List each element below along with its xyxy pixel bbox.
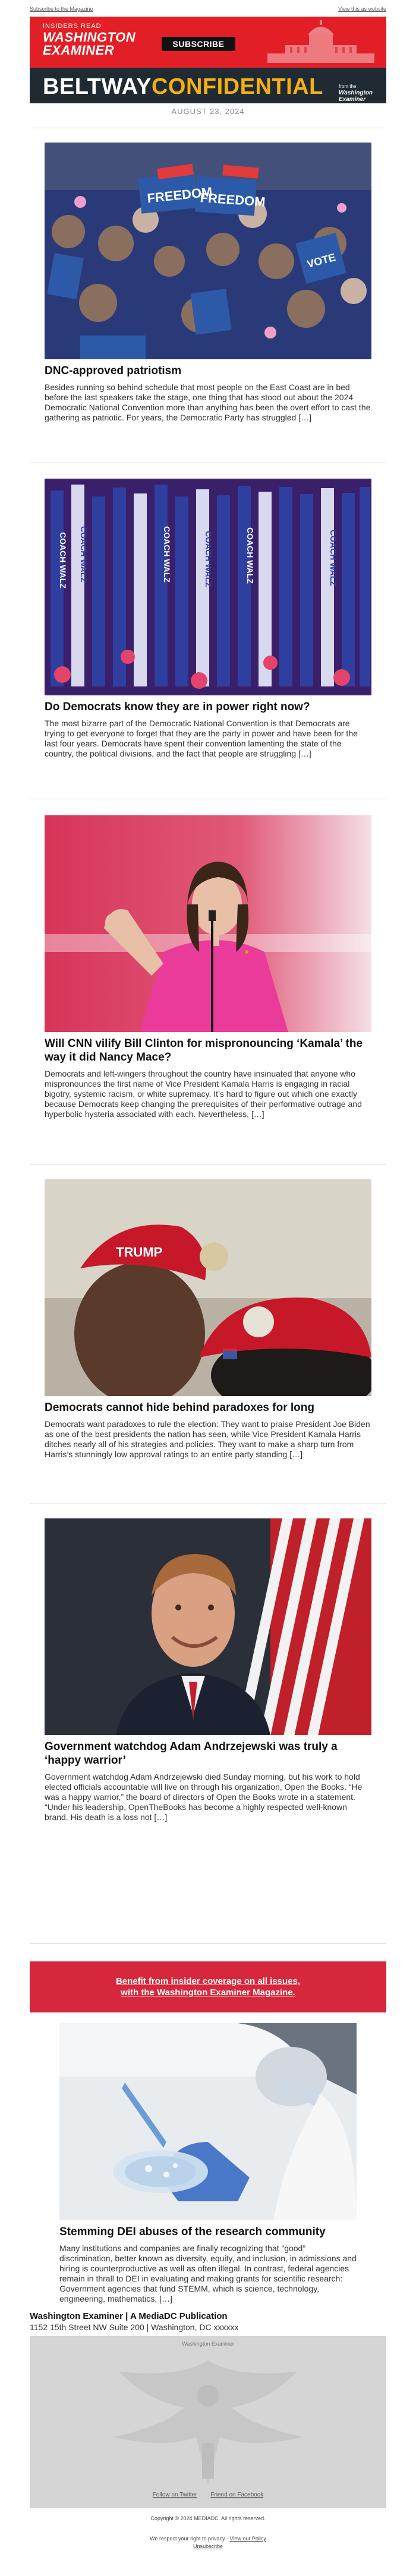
article-1-title[interactable]: DNC-approved patriotism xyxy=(45,365,182,377)
sign-coach-walz-6: COACH WALZ xyxy=(329,530,338,586)
capitol-building-icon xyxy=(261,19,380,67)
unsubscribe-link[interactable]: Unsubscribe xyxy=(193,2543,223,2549)
sign-vote: VOTE xyxy=(305,251,337,270)
article-4-excerpt: Democrats want paradoxes to rule the election: They want to praise President Joe Biden as one of the best presidents the nation has seen, while Vice President Kamala Harris ditches nearly all of his strategies and policies. They want to make a sharp turn from Harris’s stunningly low approval ratings to an entire party standing […] xyxy=(45,1419,370,1459)
article-3-excerpt: Democrats and left-wingers throughout the country have insinuated that anyone who mispronounces the first name of Vice President Kamala Harris is engaging in racial bigotry, systemic racism, or white supremacy. It’s hard to figure out which one exactly because Democrats keep changing the prerequisites of their performative outrage and hyperbolic hysteria associated with each. Nevertheless, […] xyxy=(45,1069,362,1119)
sign-coach-walz-1: COACH WALZ xyxy=(58,532,68,588)
article-6-excerpt: Many institutions and companies are finally recognizing that “good” discrimination, better known as diversity, equity, and inclusion, in admissions and hiring is counterproductive as well as often illegal. In contrast, federal agencies remain in thrall to DEI in evaluating and making grants for scientific research: Government agencies that fund STEMM, which is science, technology, engineering, mathematics, […] xyxy=(59,2243,357,2303)
sign-coach-walz-2: COACH WALZ xyxy=(79,526,89,583)
sign-freedom-2: FREEDOM xyxy=(199,190,266,210)
article-1[interactable] xyxy=(45,143,371,423)
article-3-image[interactable] xyxy=(45,815,371,1032)
hat-trump-text: TRUMP xyxy=(116,1245,163,1259)
title-part-beltway: BELTWAY xyxy=(43,74,152,99)
social-links xyxy=(30,2492,386,2498)
small-logo xyxy=(339,83,380,103)
lab-research-icon xyxy=(59,2023,357,2220)
magazine-cta-link[interactable] xyxy=(30,1976,386,1998)
article-1-excerpt: Besides running so behind schedule that most people on the East Coast are in bed before the last speakers take the stage, one thing that has stood out about the 2024 Democratic National Convention more than anything has been the overt effort to cast the gathering as patriotic. For years, the Democratic Party has struggled […] xyxy=(45,382,371,422)
privacy-text: We respect your right to privacy - xyxy=(150,2536,228,2542)
sign-coach-walz-3: COACH WALZ xyxy=(162,526,172,583)
article-4-title[interactable]: Democrats cannot hide behind paradoxes for long xyxy=(45,1401,314,1414)
portrait-man-flag-icon xyxy=(45,1518,371,1735)
article-6-title[interactable]: Stemming DEI abuses of the research community xyxy=(59,2226,326,2238)
privacy-notice xyxy=(0,2536,416,2542)
cta-line-1: Benefit from insider coverage on all issues, xyxy=(115,1976,301,1986)
newsletter-title xyxy=(43,75,323,99)
magazine-cta-banner[interactable] xyxy=(30,1961,386,2012)
article-6-image[interactable] xyxy=(59,2023,357,2220)
privacy-policy-link[interactable]: View our Policy xyxy=(229,2536,266,2542)
cta-line-2: with the Washington Examiner Magazine. xyxy=(121,1988,295,1998)
sign-freedom-1: FREEDOM xyxy=(146,184,213,206)
publisher-name: Washington Examiner | A MediaDC Publication xyxy=(30,2311,228,2321)
article-2-image[interactable] xyxy=(45,479,371,695)
unsubscribe-row xyxy=(0,2543,416,2549)
article-5-excerpt: Government watchdog Adam Andrzejewski died Sunday morning, but his work to hold elected officials accountable will live on through his organization, Open the Books. “He was a happy warrior,” the board of directors of Open the Books wrote in a statement. “Under his leadership, OpenTheBooks has become a highly respected well-known brand. His death is a loss not […] xyxy=(45,1772,363,1822)
divider xyxy=(30,1943,386,1944)
header-banner[interactable] xyxy=(30,17,386,103)
sign-coach-walz-4: COACH WALZ xyxy=(204,531,213,587)
article-2[interactable] xyxy=(45,479,371,759)
article-2-title[interactable]: Do Democrats know they are in power right now? xyxy=(45,701,310,713)
twitter-link[interactable]: Follow on Twitter xyxy=(152,2492,197,2498)
footer-logo-label: Washington Examiner xyxy=(182,2341,234,2347)
coach-walz-signs-icon xyxy=(45,479,371,695)
footer-publisher xyxy=(30,2311,386,2332)
convention-crowd-icon xyxy=(45,143,371,359)
article-3[interactable] xyxy=(45,815,371,1119)
publisher-address: 1152 15th Street NW Suite 200 | Washington, DC xxxxxx xyxy=(30,2322,239,2332)
red-hats-crowd-icon xyxy=(45,1179,371,1396)
article-2-excerpt: The most bizarre part of the Democratic National Convention is that Democrats are trying to get everyone to forget that they are the party in power and have been for the last four years. Democrats have spent their convention lamenting the state of the country, the political divisions, and the fact that people are struggling […] xyxy=(45,719,358,758)
subscribe-magazine-link[interactable]: Subscribe to the Magazine xyxy=(30,6,93,12)
insiders-read-label: INSIDERS READ xyxy=(43,23,102,30)
article-4[interactable] xyxy=(45,1179,371,1460)
view-as-website-link[interactable]: View this as website xyxy=(338,6,386,12)
facebook-link[interactable]: Friend on Facebook xyxy=(210,2492,264,2498)
article-5-title[interactable]: Government watchdog Adam Andrzejewski was truly a ‘happy warrior’ xyxy=(45,1740,338,1767)
issue-date: AUGUST 23, 2024 xyxy=(171,107,245,116)
article-5-image[interactable] xyxy=(45,1518,371,1735)
copyright: Copyright © 2024 MEDIADC. All rights reserved. xyxy=(150,2515,266,2521)
title-part-confidential: CONFIDENTIAL xyxy=(151,74,323,99)
speaker-at-podium-icon xyxy=(45,815,371,1032)
article-1-image[interactable] xyxy=(45,143,371,359)
small-logo-line2: Washington Examiner xyxy=(339,90,373,103)
sign-coach-walz-5: COACH WALZ xyxy=(245,527,255,584)
small-logo-line1: from the xyxy=(339,84,357,89)
masthead-logo: WASHINGTON EXAMINER xyxy=(43,30,136,58)
footer-watermark-area xyxy=(30,2336,386,2508)
article-3-title[interactable]: Will CNN vilify Bill Clinton for mispronouncing ‘Kamala’ the way it did Nancy Mace? xyxy=(45,1037,363,1064)
eagle-watermark-icon xyxy=(30,2336,386,2508)
article-5[interactable] xyxy=(45,1518,371,1822)
subscribe-button[interactable]: SUBSCRIBE xyxy=(162,37,235,51)
article-4-image[interactable] xyxy=(45,1179,371,1396)
top-bar xyxy=(30,4,386,14)
article-6[interactable] xyxy=(59,2023,357,2304)
